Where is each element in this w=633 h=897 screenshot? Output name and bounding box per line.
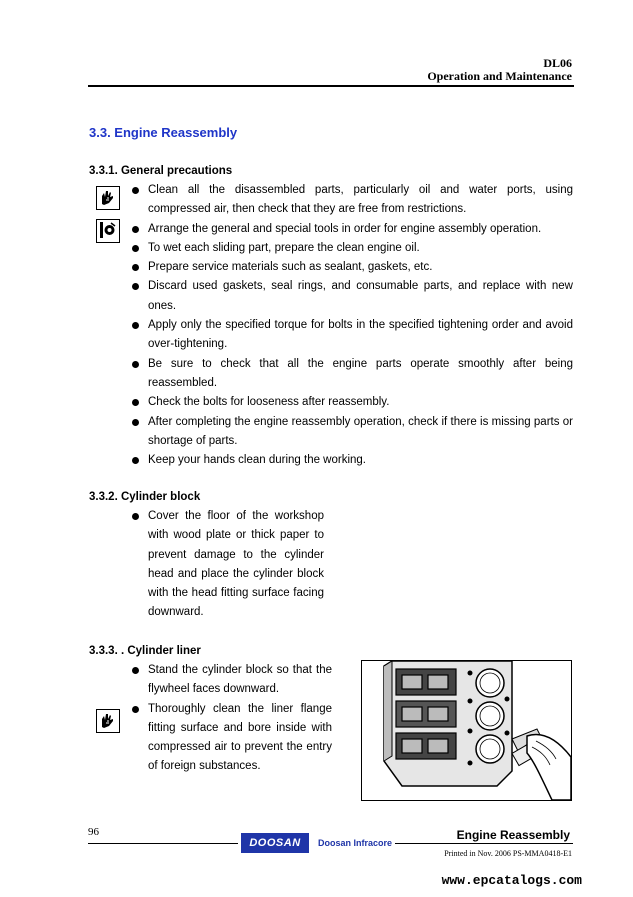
- footer-rule-left: [88, 843, 238, 844]
- list-item: Arrange the general and special tools in order for engine assembly operation.: [131, 220, 573, 239]
- header-subtitle: Operation and Maintenance: [427, 69, 572, 83]
- general-precautions-title: 3.3.1. General precautions: [89, 165, 233, 177]
- cylinder-block-illustration: [361, 660, 572, 801]
- hand-caution-icon: [96, 709, 120, 733]
- list-item: Apply only the specified torque for bolts in the specified tightening order and avoid over-tightening.: [131, 316, 573, 355]
- cylinder-liner-list: [131, 661, 332, 777]
- list-item: To wet each sliding part, prepare the clean engine oil.: [131, 239, 573, 258]
- company-name: Doosan Infracore: [318, 838, 393, 848]
- list-item: Cover the floor of the workshop with wood plate or thick paper to prevent damage to the cylinder head and place the cylinder block with the head fitting surface facing downward.: [131, 507, 324, 623]
- list-item: Thoroughly clean the liner flange fitting surface and bore inside with compressed air to prevent the entry of foreign substances.: [131, 700, 332, 777]
- list-item: Stand the cylinder block so that the flywheel faces downward.: [131, 661, 332, 700]
- cylinder-liner-title: 3.3.3. . Cylinder liner: [89, 645, 201, 657]
- cylinder-block-list: [131, 507, 324, 623]
- section-title: 3.3. Engine Reassembly: [89, 125, 238, 140]
- list-item: Discard used gaskets, seal rings, and consumable parts, and replace with new ones.: [131, 277, 573, 316]
- general-precautions-list: [131, 181, 573, 470]
- list-item: Keep your hands clean during the working.: [131, 451, 573, 470]
- list-item: Be sure to check that all the engine parts operate smoothly after being reassembled.: [131, 355, 573, 394]
- watermark: www.epcatalogs.com: [441, 873, 582, 888]
- list-item: Prepare service materials such as sealant, gaskets, etc.: [131, 258, 573, 277]
- list-item: After completing the engine reassembly operation, check if there is missing parts or shortage of parts.: [131, 413, 573, 452]
- note-icon: [96, 219, 120, 243]
- cylinder-block-title: 3.3.2. Cylinder block: [89, 491, 201, 503]
- hand-caution-icon: [96, 186, 120, 210]
- page-number: 96: [88, 826, 99, 838]
- list-item: Clean all the disassembled parts, particularly oil and water ports, using compressed air, then check that they are free from restrictions.: [131, 181, 573, 220]
- doosan-logo: DOOSAN: [241, 833, 309, 853]
- footer-rule-right: [395, 843, 573, 844]
- footer-title: Engine Reassembly: [456, 828, 570, 842]
- list-item: Check the bolts for looseness after reassembly.: [131, 393, 573, 412]
- print-info: Printed in Nov. 2006 PS-MMA0418-E1: [444, 849, 572, 858]
- header-rule: [88, 85, 574, 87]
- header-model: DL06: [543, 56, 572, 70]
